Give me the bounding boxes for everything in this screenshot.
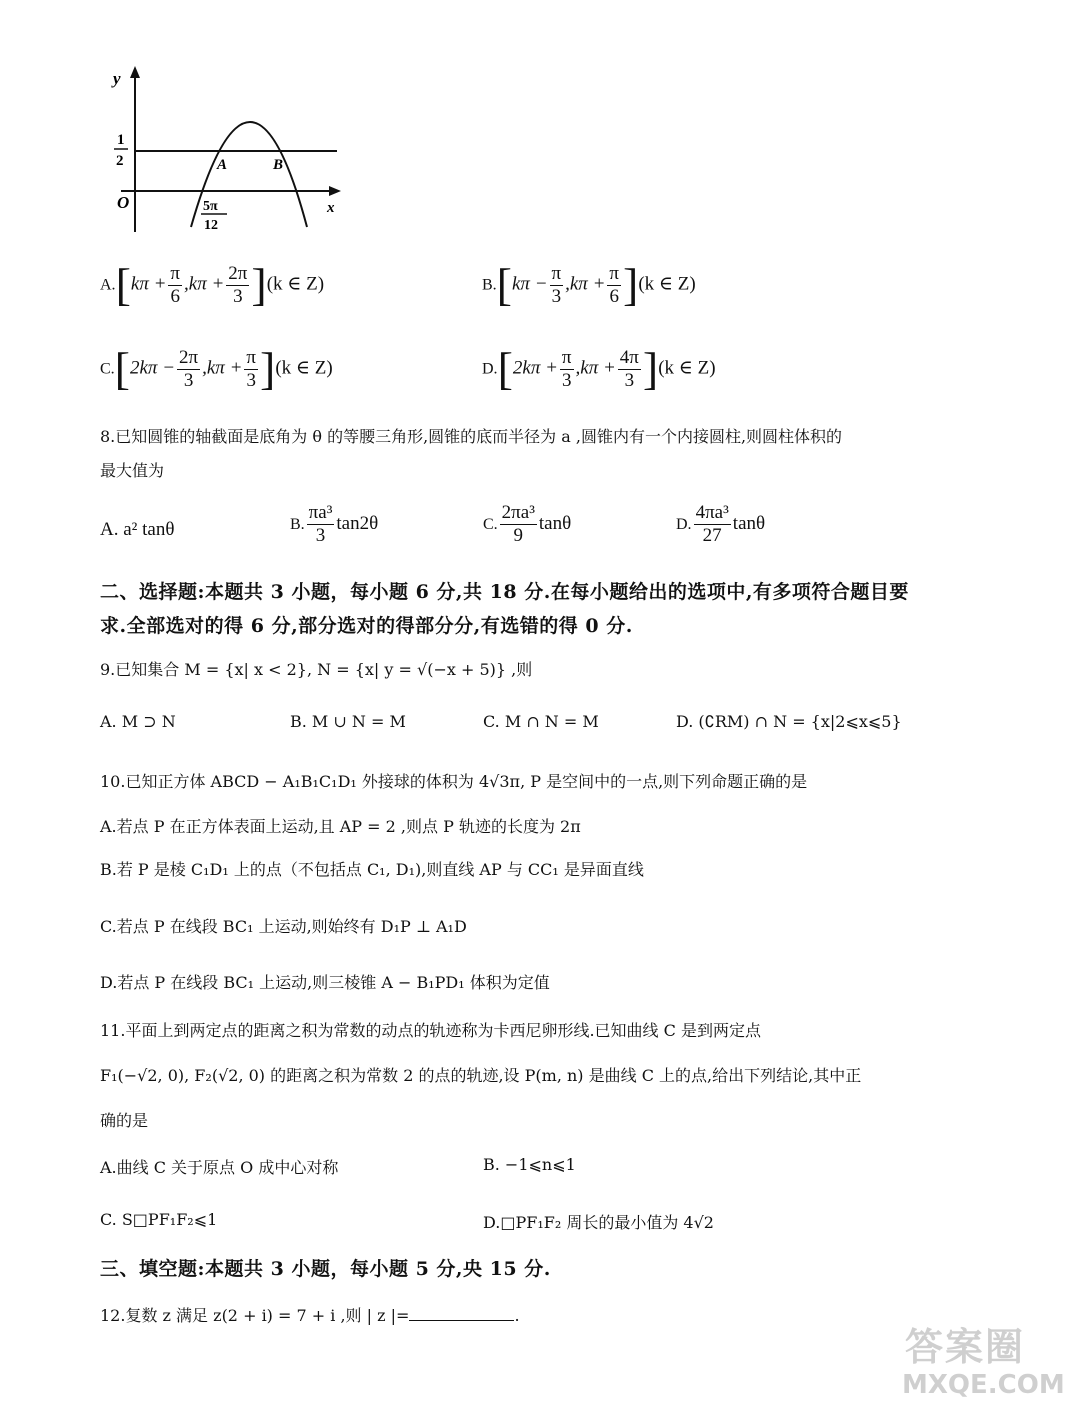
q8-c-post: tanθ (538, 512, 572, 534)
den: 27 (702, 525, 722, 546)
q12-post: . (514, 1306, 520, 1325)
q7-a-post: (k ∈ Z) (266, 273, 325, 295)
q11-stem-line1: 11.平面上到两定点的距离之积为常数的动点的轨迹称为卡西尼卵形线.已知曲线 C 是到两定点 (100, 1021, 761, 1040)
q7-b-frac2 (607, 263, 621, 308)
q8-d-frac (694, 502, 731, 547)
bracket-left: [ (114, 343, 130, 394)
q7-a-mid: ,kπ + (184, 273, 225, 295)
q10-option-b[interactable]: B.若 P 是棱 C₁D₁ 上的点（不包括点 C₁, D₁),则直线 AP 与 CC₁ 是异面直线 (100, 860, 644, 879)
q8-d-post: tanθ (732, 512, 766, 534)
point-b-label: B (273, 157, 284, 173)
q8-option-b[interactable] (290, 502, 378, 547)
q7-d-post: (k ∈ Z) (658, 357, 716, 379)
num: 2π (228, 262, 248, 284)
tick-denominator: 12 (204, 218, 218, 233)
num: 4πa³ (695, 502, 729, 523)
q7-d-frac1 (560, 347, 574, 392)
q12-text: 12.复数 z 满足 z(2 + i) = 7 + i ,则 | z |= (100, 1306, 410, 1325)
q8-stem-line2: 最大值为 (100, 461, 165, 480)
x-label: x (327, 200, 335, 216)
q7-c-letter: C. (100, 360, 115, 378)
bracket-right: ] (623, 259, 639, 310)
q7-d-mid: ,kπ + (575, 357, 616, 379)
num: 2πa³ (501, 502, 535, 523)
q7-b-pre: kπ − (512, 273, 548, 295)
q7-c-frac2 (244, 347, 258, 392)
q11-stem-line3: 确的是 (100, 1111, 149, 1130)
tick-numerator: 5π (203, 199, 218, 214)
q7-c-post: (k ∈ Z) (275, 357, 333, 379)
origin-label: O (117, 193, 130, 212)
bracket-right: ] (260, 343, 276, 394)
den: 3 (233, 285, 243, 307)
q9-option-a[interactable]: A. M ⊃ N (100, 712, 176, 731)
q7-b-frac1 (550, 263, 564, 308)
den: 3 (561, 369, 572, 391)
num: πa³ (308, 502, 333, 523)
x-axis-arrow (329, 186, 341, 196)
den: 3 (551, 285, 562, 307)
q8-stem-line1: 8.已知圆锥的轴截面是底角为 θ 的等腰三角形,圆锥的底而半径为 a ,圆锥内有一个内接圆柱,则圆柱体积的 (100, 427, 843, 446)
q7-b-mid: ,kπ + (565, 273, 606, 295)
den: 3 (624, 369, 635, 391)
q8-c-frac (500, 502, 537, 547)
half-numerator: 1 (117, 132, 125, 148)
q7-option-a[interactable] (100, 259, 325, 310)
q11-option-a[interactable]: A.曲线 C 关于原点 O 成中心对称 (100, 1158, 339, 1177)
bracket-left: [ (115, 259, 131, 310)
y-axis-arrow (130, 66, 140, 78)
q10-option-a[interactable]: A.若点 P 在正方体表面上运动,且 AP = 2 ,则点 P 轨迹的长度为 2π (100, 817, 581, 836)
q8-c-letter: C. (483, 515, 498, 533)
q8-option-c[interactable] (483, 502, 571, 547)
y-label: y (113, 69, 121, 88)
q9-option-d[interactable]: D. (∁RM) ∩ N = {x|2⩽x⩽5} (676, 712, 902, 731)
q10-option-d[interactable]: D.若点 P 在线段 BC₁ 上运动,则三棱锥 A − B₁PD₁ 体积为定值 (100, 973, 550, 992)
q8-b-frac (307, 502, 335, 547)
q7-c-frac1 (177, 347, 200, 392)
q7-d-pre: 2kπ + (512, 357, 558, 379)
q7-d-letter: D. (482, 360, 498, 378)
den: 6 (170, 285, 180, 307)
q7-option-c[interactable] (100, 343, 333, 394)
q8-option-d[interactable] (676, 502, 765, 547)
num: π (551, 262, 562, 284)
den: 3 (246, 369, 256, 391)
q9-stem: 9.已知集合 M = {x| x < 2}, N = {x| y = √(−x + 5)} ,则 (100, 660, 533, 679)
q7-a-frac1 (168, 263, 182, 308)
section3-heading: 三、填空题:本题共 3 小题，每小题 5 分,央 15 分. (100, 1258, 551, 1280)
num: 2π (179, 346, 199, 368)
q11-option-d[interactable]: D.□PF₁F₂ 周长的最小值为 4√2 (483, 1213, 714, 1232)
bracket-right: ] (251, 259, 267, 310)
num: π (561, 346, 572, 368)
q11-option-c[interactable]: C. S□PF₁F₂⩽1 (100, 1210, 218, 1229)
num: π (170, 262, 181, 284)
den: 6 (609, 285, 619, 307)
q7-option-d[interactable] (482, 343, 716, 394)
num: π (609, 262, 619, 284)
q7-c-pre: 2kπ − (130, 357, 176, 379)
bracket-left: [ (496, 259, 512, 310)
den: 3 (183, 369, 194, 391)
half-denominator: 2 (116, 153, 124, 169)
section2-heading-line2: 求.全部选对的得 6 分,部分选对的得部分分,有选错的得 0 分. (100, 615, 633, 637)
point-a-label: A (217, 157, 228, 173)
q10-option-c[interactable]: C.若点 P 在线段 BC₁ 上运动,则始终有 D₁P ⊥ A₁D (100, 917, 467, 936)
q7-a-pre: kπ + (130, 273, 167, 295)
q7-option-b[interactable] (482, 259, 696, 310)
q12-stem (100, 1302, 520, 1326)
bracket-right: ] (642, 343, 659, 394)
q11-option-b[interactable]: B. −1⩽n⩽1 (483, 1155, 576, 1174)
watermark-bottom: MXQE.COM (902, 1370, 1065, 1400)
q9-option-c[interactable]: C. M ∩ N = M (483, 712, 599, 731)
den: 3 (315, 525, 326, 546)
watermark-top: 答案圈 (905, 1325, 1026, 1369)
q7-a-letter: A. (100, 276, 116, 294)
q12-answer-blank[interactable] (409, 1302, 514, 1321)
q8-b-letter: B. (290, 515, 305, 533)
q7-d-frac2 (618, 347, 641, 392)
section2-heading-line1: 二、选择题:本题共 3 小题，每小题 6 分,共 18 分.在每小题给出的选项中,有多项符合题目要 (100, 581, 909, 603)
bracket-left: [ (497, 343, 513, 394)
q8-d-letter: D. (676, 515, 692, 533)
q10-stem: 10.已知正方体 ABCD − A₁B₁C₁D₁ 外接球的体积为 4√3π, P 是空间中的一点,则下列命题正确的是 (100, 772, 808, 791)
q7-a-frac2 (226, 263, 249, 308)
num: 4π (619, 346, 639, 368)
q7-b-post: (k ∈ Z) (638, 273, 696, 295)
num: π (246, 346, 256, 368)
q8-option-a[interactable]: A. a² tanθ (100, 519, 175, 540)
q9-option-b[interactable]: B. M ∪ N = M (290, 712, 406, 731)
sine-graph (105, 62, 350, 234)
q7-c-mid: ,kπ + (202, 357, 243, 379)
q7-b-letter: B. (482, 276, 497, 294)
q8-b-post: tan2θ (336, 512, 379, 534)
q11-stem-line2: F₁(−√2, 0), F₂(√2, 0) 的距离之积为常数 2 的点的轨迹,设 P(m, n) 是曲线 C 上的点,给出下列结论,其中正 (100, 1066, 862, 1085)
den: 9 (513, 525, 524, 546)
